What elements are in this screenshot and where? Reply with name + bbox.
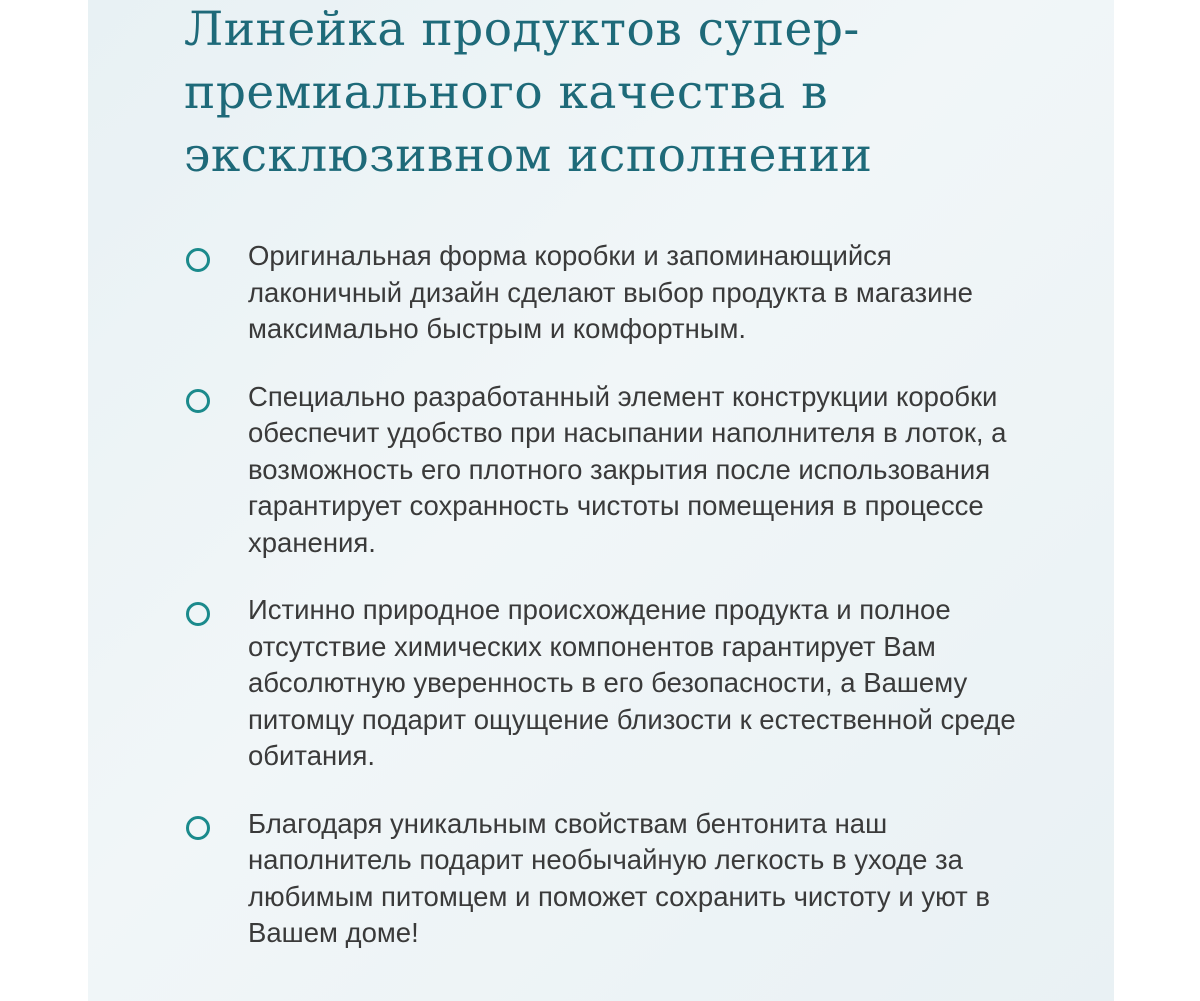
feature-text: Специально разработанный элемент конструкции коробки обеспечит удобство при насыпании наполнителя в лоток, а возможность его плотного закрытия после использования гарантирует сохранность чистоты помещения в процессе хранения. <box>248 380 1007 558</box>
feature-item <box>184 379 1044 562</box>
feature-text: Благодаря уникальным свойствам бентонита наш наполнитель подарит необычайную легкость в уходе за любимым питомцем и поможет сохранить чистоту и уют в Вашем доме! <box>248 807 990 948</box>
feature-text: Истинно природное происхождение продукта и полное отсутствие химических компонентов гарантирует Вам абсолютную уверенность в его безопасности, а Вашему питомцу подарит ощущение близости к естественной среде обитания. <box>248 594 1016 771</box>
circle-outline-icon <box>186 248 210 272</box>
feature-text: Оригинальная форма коробки и запоминающийся лаконичный дизайн сделают выбор продукта в магазине максимально быстрым и комфортным. <box>248 240 973 344</box>
features-list <box>184 238 1044 952</box>
feature-item <box>184 806 1044 952</box>
circle-outline-icon <box>186 602 210 626</box>
circle-outline-icon <box>186 389 210 413</box>
feature-item <box>184 592 1044 775</box>
feature-item <box>184 238 1044 348</box>
circle-outline-icon <box>186 816 210 840</box>
page-title: Линейка продуктов супер-премиального качества в эксклюзивном исполнении <box>184 2 873 183</box>
